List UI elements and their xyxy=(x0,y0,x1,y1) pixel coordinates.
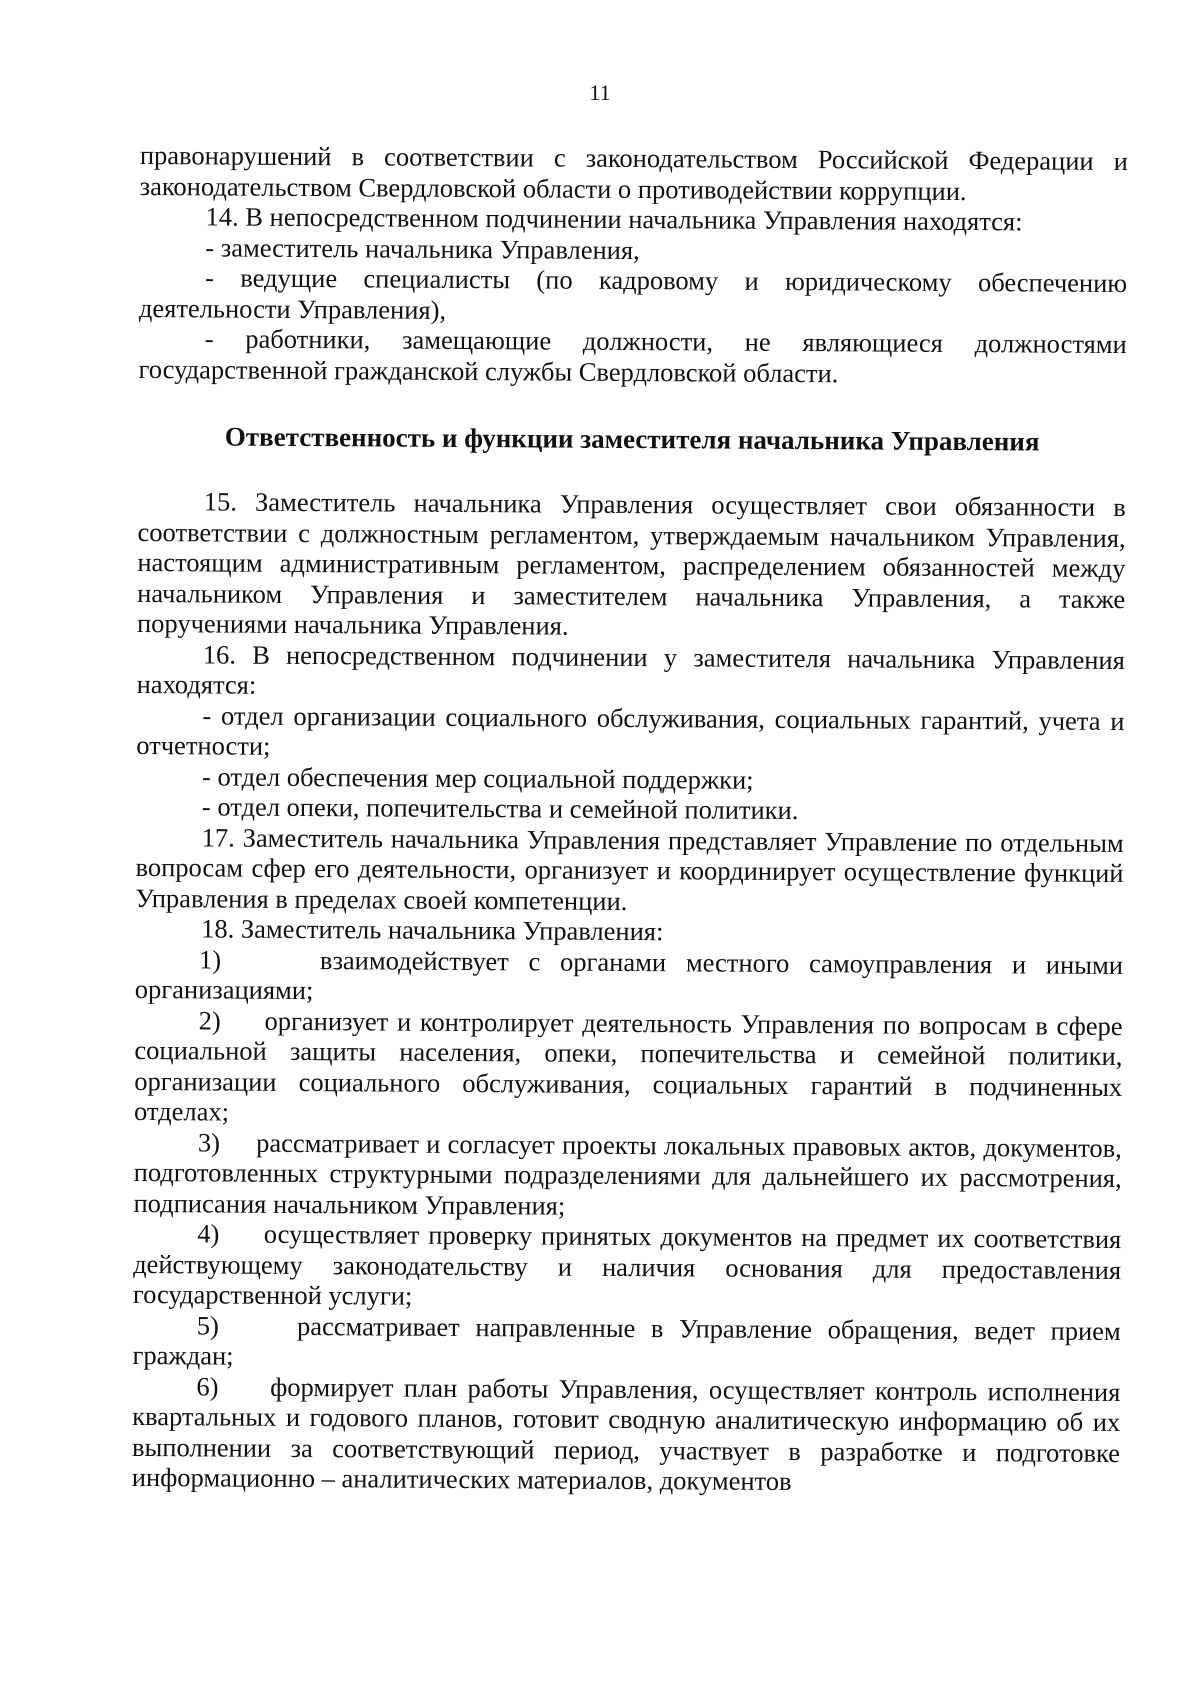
paragraph-15: 15. Заместитель начальника Управления осуществляет свои обязанности в соответствии с должностным регламентом, утверждаемым начальником Управления, настоящим административным регламентом, распределением обязанностей между начальником Управления и заместителем начальника Управления, а также поручениями начальника Управления. xyxy=(136,486,1126,641)
numbered-item-1: 1) взаимодействует с органами местного самоуправления и иными организациями; xyxy=(134,943,1124,1006)
list-item-dept-social-service: - отдел организации социального обслуживания, социальных гарантий, учета и отчетности; xyxy=(136,699,1125,761)
paragraph-17: 17. Заместитель начальника Управления представляет Управление по отдельным вопросам сфер его деятельности, организует и координирует осуществление функций Управления в пределах своей компетенции. xyxy=(135,821,1124,916)
list-item-workers: - работники, замещающие должности, не являющиеся должностями государственной гражданской службы Свердловской области. xyxy=(138,323,1127,388)
numbered-item-4: 4) осуществляет проверку принятых документов на предмет их соответствия действующему законодательству и наличия основания для предоставления государственной услуги; xyxy=(132,1218,1122,1311)
paragraph-14: 14. В непосредственном подчинении начальника Управления находятся: xyxy=(205,201,1023,237)
spacer xyxy=(138,384,1126,426)
paragraph-18: 18. Заместитель начальника Управления: xyxy=(201,913,664,947)
list-item-deputy: - заместитель начальника Управления, xyxy=(205,231,640,265)
numbered-item-6: 6) формирует план работы Управления, осуществляет контроль исполнения квартальных и годового планов, готовит сводную аналитическую информацию об их выполнении за соответствующий период, участвует в разработке и подготовке информационно – аналитических материалов, документов xyxy=(131,1370,1121,1497)
numbered-item-2: 2) организует и контролирует деятельность Управления по вопросам в сфере социальной защиты населения, опеки, попечительства и семейной политики, организации социального обслуживания, социальных гарантий в подчиненных отделах; xyxy=(133,1004,1123,1127)
paragraph-continuation: правонарушений в соответствии с законодательством Российской Федерации и законодательством Свердловской области о противодействии коррупции. xyxy=(139,140,1128,206)
document-body xyxy=(132,140,1128,1499)
paragraph-16: 16. В непосредственном подчинении у заместителя начальника Управления находятся: xyxy=(136,638,1125,700)
list-item-dept-guardianship: - отдел опеки, попечительства и семейной политики. xyxy=(201,791,799,826)
numbered-item-5: 5) рассматривает направленные в Управление обращения, ведет прием граждан; xyxy=(132,1309,1121,1371)
page-number: 11 xyxy=(589,80,611,105)
list-item-specialists: - ведущие специалисты (по кадровому и юридическому обеспечению деятельности Управления), xyxy=(138,262,1128,325)
numbered-item-3: 3) рассматривает и согласует проекты локальных правовых актов, документов, подготовленных структурными подразделениями для дальнейшего их рассмотрения, подписания начальником Управления; xyxy=(133,1126,1122,1221)
list-item-dept-support: - отдел обеспечения мер социальной поддержки; xyxy=(202,760,754,795)
section-heading: Ответственность и функции заместителя начальника Управления xyxy=(224,421,1040,457)
